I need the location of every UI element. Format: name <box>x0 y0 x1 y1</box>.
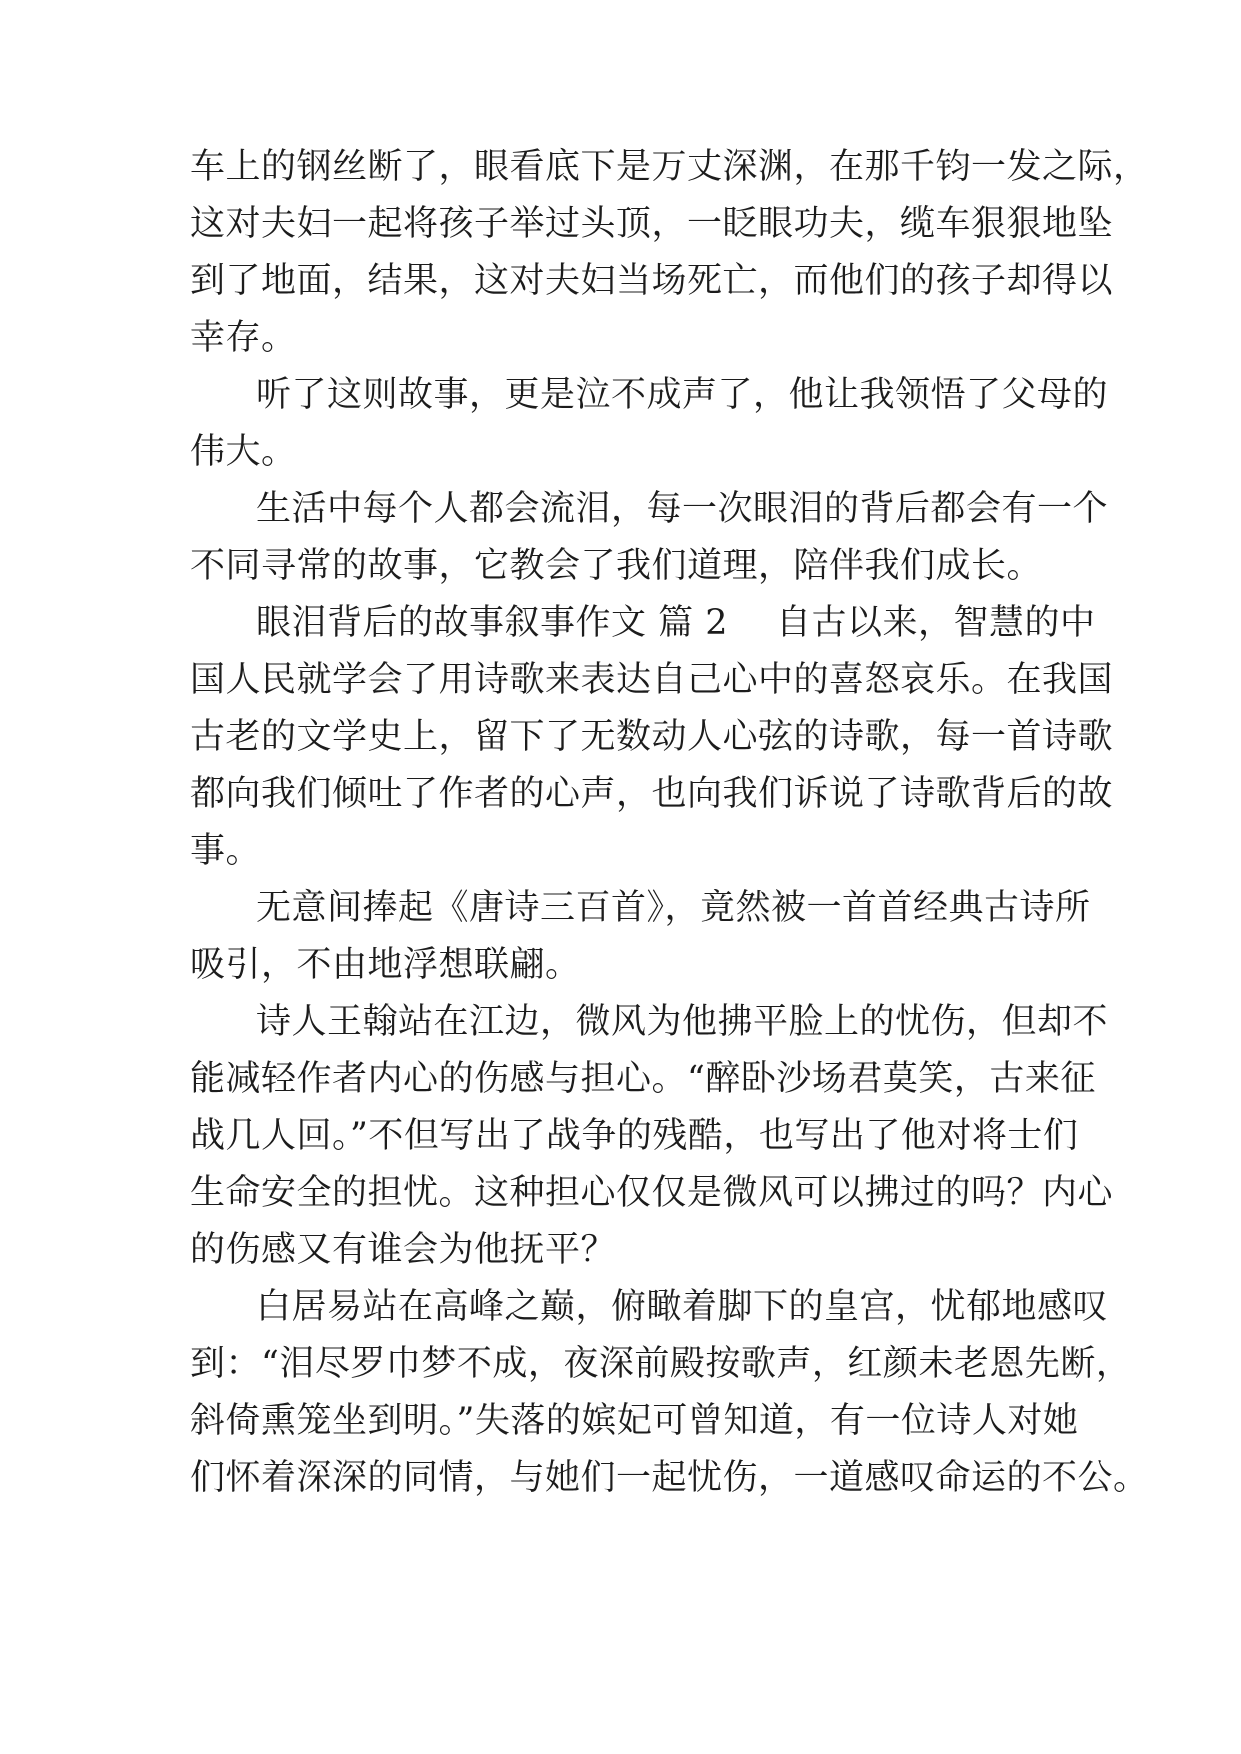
text-line: 斜倚熏笼坐到明。”失落的嫔妃可曾知道，有一位诗人对她 <box>190 1401 1079 1441</box>
text-line: 无意间捧起《唐诗三百首》，竟然被一首首经典古诗所 <box>256 888 1091 928</box>
text-line: 到了地面，结果，这对夫妇当场死亡，而他们的孩子却得以 <box>190 261 1114 301</box>
section-heading: 眼泪背后的故事叙事作文 篇 2 <box>256 603 729 643</box>
text-line: 事。 <box>190 831 262 871</box>
text-line: 的伤感又有谁会为他抚平？ <box>190 1230 617 1270</box>
text-line: 战几人回。”不但写出了战争的残酷，也写出了他对将士们 <box>190 1116 1079 1156</box>
text-line: 这对夫妇一起将孩子举过头顶，一眨眼功夫，缆车狠狠地坠 <box>190 204 1114 244</box>
text-line: 幸存。 <box>190 318 297 358</box>
text-line: 伟大。 <box>190 432 297 472</box>
text-line: 古老的文学史上，留下了无数动人心弦的诗歌，每一首诗歌 <box>190 717 1114 757</box>
text-line: 国人民就学会了用诗歌来表达自己心中的喜怒哀乐。在我国 <box>190 660 1114 700</box>
text-line: 吸引，不由地浮想联翩。 <box>190 945 581 985</box>
text-line: 诗人王翰站在江边，微风为他拂平脸上的忧伤，但却不 <box>256 1002 1109 1042</box>
section-heading-line <box>190 594 1096 652</box>
text-line: 不同寻常的故事，它教会了我们道理，陪伴我们成长。 <box>190 546 1043 586</box>
paragraph-start: 自古以来，智慧的中 <box>776 603 1096 643</box>
text-line: 们怀着深深的同情，与她们一起忧伤，一道感叹命运的不公。 <box>190 1458 1149 1498</box>
text-line: 都向我们倾吐了作者的心声，也向我们诉说了诗歌背后的故 <box>190 774 1114 814</box>
text-line: 生活中每个人都会流泪，每一次眼泪的背后都会有一个 <box>256 489 1109 529</box>
text-line: 能减轻作者内心的伤感与担心。“醉卧沙场君莫笑，古来征 <box>190 1059 1096 1099</box>
text-line: 到：“泪尽罗巾梦不成，夜深前殿按歌声，红颜未老恩先断， <box>190 1344 1132 1384</box>
text-line: 车上的钢丝断了，眼看底下是万丈深渊，在那千钧一发之际， <box>190 147 1149 187</box>
text-line: 生命安全的担忧。这种担心仅仅是微风可以拂过的吗？内心 <box>190 1173 1114 1213</box>
text-line: 听了这则故事，更是泣不成声了，他让我领悟了父母的 <box>256 375 1109 415</box>
text-line: 白居易站在高峰之巅，俯瞰着脚下的皇宫，忧郁地感叹 <box>256 1287 1109 1327</box>
